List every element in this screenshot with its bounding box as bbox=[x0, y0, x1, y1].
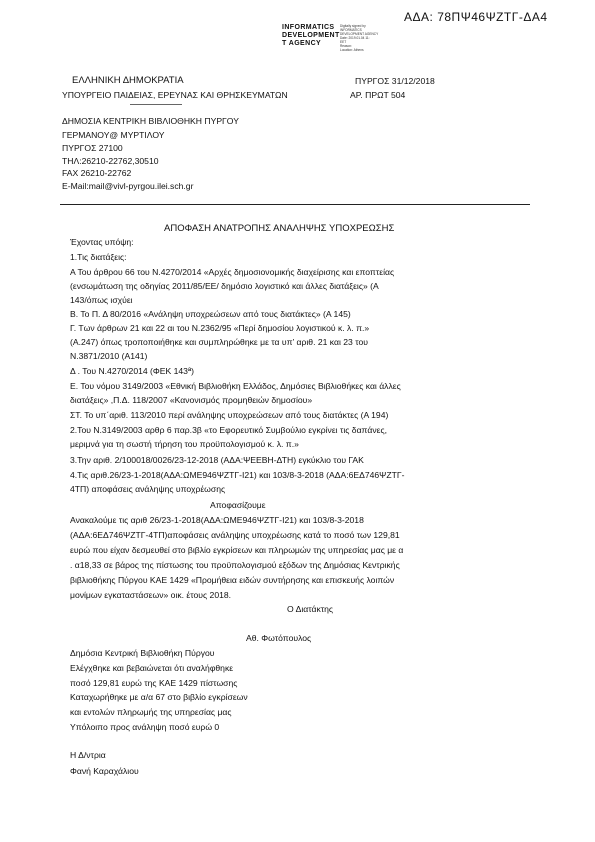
decision-heading: Αποφασίζουμε bbox=[210, 500, 266, 510]
stamp-line: DEVELOPMENT bbox=[282, 32, 340, 39]
body-line: 4.Τις αριθ.26/23-1-2018(ΑΔΑ:ΩΜΕ946ΨΖΤΓ-Ι21) και 103/8-3-2018 (ΑΔΑ:6ΕΔ746ΨΖΤΓ- bbox=[70, 470, 405, 480]
stamp-small-line: Location: Athens bbox=[340, 48, 364, 52]
body-line: Δ . Του Ν.4270/2014 (ΦΕΚ 143ª) bbox=[70, 366, 194, 376]
clerk-role: Η Δ/ντρια bbox=[70, 750, 106, 760]
body-line: 4ΤΠ) αποφάσεις ανάληψης υποχρέωσης bbox=[70, 484, 226, 494]
decision-line: Ανακαλούμε τις αριθ 26/23-1-2018(ΑΔΑ:ΩΜΕ946ΨΖΤΓ-Ι21) και 103/8-3-2018 bbox=[70, 515, 364, 525]
footer-line: Υπόλοιπο προς ανάληψη ποσό ευρώ 0 bbox=[70, 722, 220, 732]
clerk-name: Φανή Καραχάλιου bbox=[70, 766, 139, 776]
email-address: E-Mail:mail@vivl-pyrgou.ilei.sch.gr bbox=[62, 181, 194, 191]
body-line: Α Του άρθρου 66 του Ν.4270/2014 «Αρχές δημοσιονομικής διαχείρισης και εποπτείας bbox=[70, 267, 395, 277]
address-postal: ΠΥΡΓΟΣ 27100 bbox=[62, 143, 123, 153]
body-line: Ν.3871/2010 (Α141) bbox=[70, 351, 148, 361]
address-street: ΓΕΡΜΑΝΟΥ@ ΜΥΡΤΙΛΟΥ bbox=[62, 130, 165, 140]
fax-number: FAX 26210-22762 bbox=[62, 168, 132, 178]
decision-line: ευρώ που είχαν δεσμευθεί στο βιβλίο εγκρίσεων και πληρωμών της υπηρεσίας μας με α bbox=[70, 545, 404, 555]
separator-dashes bbox=[130, 104, 182, 105]
stamp-small-line: DEVELOPMENT AGENCY bbox=[340, 32, 379, 36]
stamp-small-line: Reason: bbox=[340, 44, 352, 48]
decision-line: βιβλιοθήκης Πύργου ΚΑΕ 1429 «Προμήθεια ειδών συντήρησης και επισκευής λοιπών bbox=[70, 575, 395, 585]
document-title: ΑΠΟΦΑΣΗ ΑΝΑΤΡΟΠΗΣ ΑΝΑΛΗΨΗΣ ΥΠΟΧΡΕΩΣΗΣ bbox=[164, 223, 395, 234]
decision-line: . α18,33 σε βάρος της πίστωσης του προϋπολογισμού εξόδων της Δημόσιας Κεντρικής bbox=[70, 560, 400, 570]
protocol-number: ΑΡ. ΠΡΩΤ 504 bbox=[350, 90, 406, 100]
footer-line: και εντολών πληρωμής της υπηρεσίας μας bbox=[70, 707, 232, 717]
country-name: ΕΛΛΗΝΙΚΗ ΔΗΜΟΚΡΑΤΙΑ bbox=[72, 75, 184, 86]
footer-line: ποσό 129,81 ευρώ της ΚΑΕ 1429 πίστωσης bbox=[70, 678, 238, 688]
signer-name: Αθ. Φωτόπουλος bbox=[246, 633, 312, 643]
body-line: 1.Τις διατάξεις: bbox=[70, 252, 127, 262]
body-line: Ε. Του νόμου 3149/2003 «Εθνική Βιβλιοθήκη Ελλάδος, Δημόσιες Βιβλιοθήκες και άλλες bbox=[70, 381, 401, 391]
body-line: 143/όπως ισχύει bbox=[70, 295, 133, 305]
footer-line: Δημόσια Κεντρική Βιβλιοθήκη Πύργου bbox=[70, 648, 215, 658]
stamp-small-line: Date: 2019.01.04 11: bbox=[340, 36, 370, 40]
footer-line: Ελέγχθηκε και βεβαιώνεται ότι αναλήφθηκε bbox=[70, 663, 234, 673]
body-line: 3.Την αριθ. 2/100018/0026/23-12-2018 (ΑΔΑ:ΨΕΕΒΗ-ΔΤΗ) εγκύκλιο του ΓΑΚ bbox=[70, 455, 364, 465]
body-line: 2.Του Ν.3149/2003 αρθρ 6 παρ.3β «το Εφορευτικό Συμβούλιο εγκρίνει τις δαπάνες, bbox=[70, 425, 387, 435]
decision-line: (ΑΔΑ:6ΕΔ746ΨΖΤΓ-4ΤΠ)αποφάσεις ανάληψης υποχρέωσης κατά το ποσό των 129,81 bbox=[70, 530, 400, 540]
body-line: (Α.247) όπως τροποποιήθηκε και συμπληρώθηκε με τα υπ’ αριθ. 21 και 23 του bbox=[70, 337, 368, 347]
body-line: Έχοντας υπόψη: bbox=[70, 237, 134, 247]
body-line: ΣΤ. Το υπ΄αριθ. 113/2010 περί ανάληψης υποχρεώσεων από τους διατάκτες (Α 194) bbox=[70, 410, 389, 420]
decision-line: μονίμων εγκαταστάσεων» οικ. έτους 2018. bbox=[70, 590, 232, 600]
body-line: Β. Το Π. Δ 80/2016 «Ανάληψη υποχρεώσεων από τους διατάκτες» (Α 145) bbox=[70, 309, 351, 319]
body-line: Γ. Των άρθρων 21 και 22 αι του Ν.2362/95 «Περί δημοσίου λογιστικού κ. λ. π.» bbox=[70, 323, 370, 333]
body-line: διατάξεις» ,Π.Δ. 118/2007 «Κανονισμός προμηθειών δημοσίου» bbox=[70, 395, 313, 405]
place-date: ΠΥΡΓΟΣ 31/12/2018 bbox=[355, 76, 435, 86]
signature-stamp bbox=[282, 24, 379, 52]
ada-code: ΑΔΑ: 78ΠΨ46ΨΖΤΓ-ΔΑ4 bbox=[404, 10, 548, 24]
header-divider bbox=[60, 204, 530, 205]
stamp-small-line: Digitally signed by bbox=[340, 24, 366, 28]
stamp-small-line: EET bbox=[340, 40, 347, 44]
footer-line: Καταχωρήθηκε με α/α 67 στο βιβλίο εγκρίσεων bbox=[70, 692, 248, 702]
body-line: (ενσωμάτωση της οδηγίας 2011/85/ΕΕ/ δημόσιο λογιστικό και άλλες διατάξεις» (Α bbox=[70, 281, 379, 291]
library-name: ΔΗΜΟΣΙΑ ΚΕΝΤΡΙΚΗ ΒΙΒΛΙΟΘΗΚΗ ΠΥΡΓΟΥ bbox=[62, 116, 239, 126]
stamp-small-text bbox=[340, 24, 378, 52]
body-line: μεριμνά για τη σωστή τήρηση του προϋπολογισμού κ. λ. π.» bbox=[70, 439, 299, 449]
phone-number: ΤΗΛ:26210-22762,30510 bbox=[62, 156, 159, 166]
ministry-name: ΥΠΟΥΡΓΕΙΟ ΠΑΙΔΕΙΑΣ, ΕΡΕΥΝΑΣ ΚΑΙ ΘΡΗΣΚΕΥΜΑΤΩΝ bbox=[62, 90, 288, 100]
signer-role: Ο Διατάκτης bbox=[287, 604, 334, 614]
stamp-line: INFORMATICS bbox=[282, 24, 335, 31]
stamp-line: T AGENCY bbox=[282, 40, 322, 47]
stamp-small-line: INFORMATICS bbox=[340, 28, 362, 32]
